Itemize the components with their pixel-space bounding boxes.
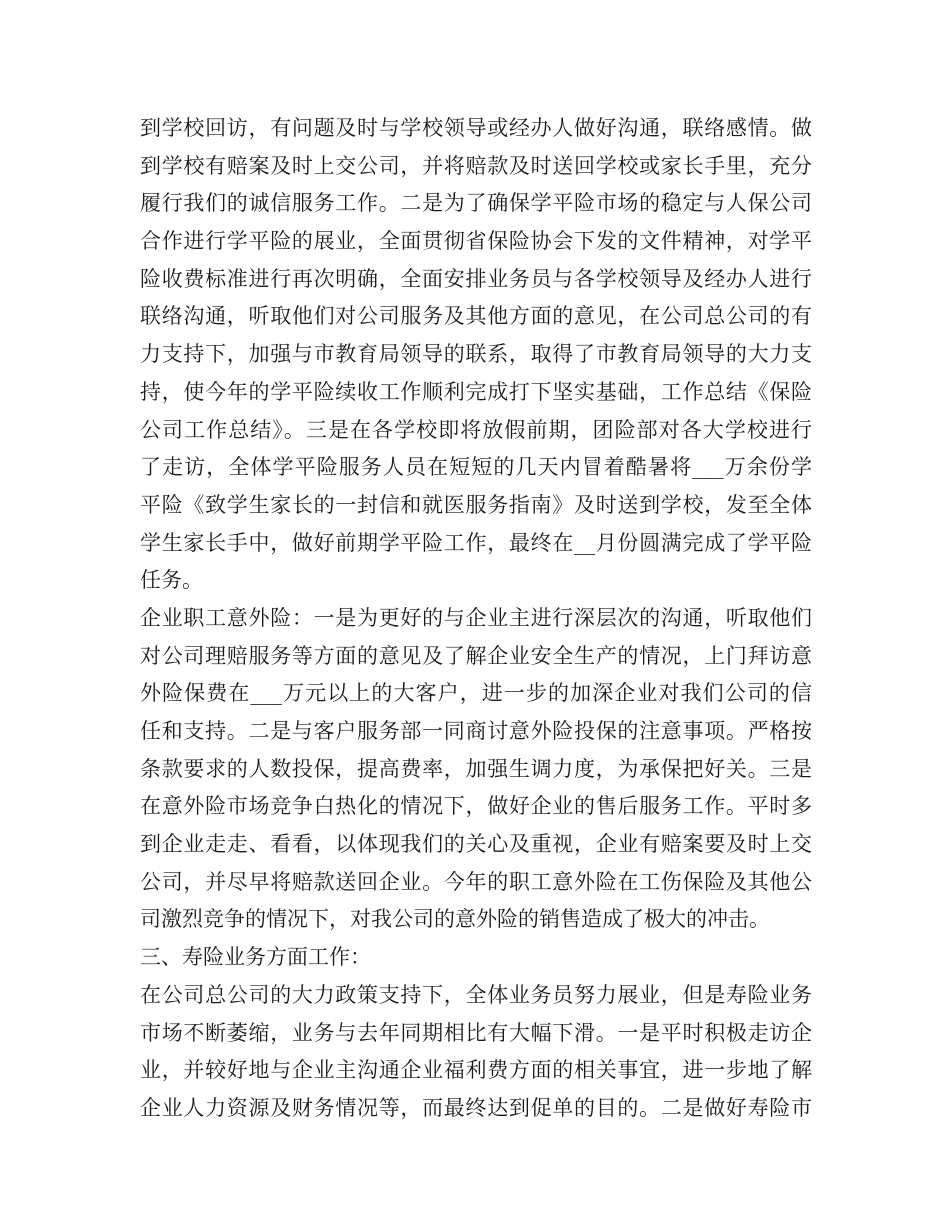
text-line: 平险《致学生家长的一封信和就医服务指南》及时送到学校，发至全体 [140,492,812,517]
text-line: 到企业走走、看看，以体现我们的关心及重视，企业有赔案要及时上交 [140,832,812,857]
text-line: 对公司理赔服务等方面的意见及了解企业安全生产的情况，上门拜访意 [140,643,812,668]
text-line: 在意外险市场竞争白热化的情况下，做好企业的售后服务工作。平时多 [140,794,812,819]
text-line: 联络沟通，听取他们对公司服务及其他方面的意见，在公司总公司的有 [140,304,812,329]
text-line: 到学校有赔案及时上交公司，并将赔款及时送回学校或家长手里，充分 [140,153,812,178]
text-line: 业，并较好地与企业主沟通企业福利费方面的相关事宜，进一步地了解 [140,1058,812,1083]
text-line: 了走访，全体学平险服务人员在短短的几天内冒着酷暑将___万余份学 [140,455,812,480]
paragraph-end-line: 司激烈竞争的情况下，对我公司的意外险的销售造成了极大的冲击。 [140,907,770,932]
text-line: 任和支持。二是与客户服务部一同商讨意外险投保的注意事项。严格按 [140,719,812,743]
text-line: 险收费标准进行再次明确，全面安排业务员与各学校领导及经办人进行 [140,266,812,291]
text-line: 公司，并尽早将赔款送回企业。今年的职工意外险在工伤保险及其他公 [140,869,812,894]
text-line: 到学校回访，有问题及时与学校领导或经办人做好沟通，联络感情。做 [140,116,812,140]
body-text [140,110,812,1128]
text-line: 在公司总公司的大力政策支持下，全体业务员努力展业，但是寿险业务 [140,982,812,1007]
paragraph-end-line: 任务。 [140,568,203,593]
text-line: 企业人力资源及财务情况等，而最终达到促单的目的。二是做好寿险市 [140,1095,812,1120]
text-line: 公司工作总结》。三是在各学校即将放假前期，团险部对各大学校进行 [140,417,812,442]
text-line: 企业职工意外险：一是为更好的与企业主进行深层次的沟通，听取他们 [140,605,812,630]
text-line: 持，使今年的学平险续收工作顺利完成打下坚实基础，工作总结《保险 [140,379,812,404]
text-line: 力支持下，加强与市教育局领导的联系，取得了市教育局领导的大力支 [140,342,812,367]
text-line: 外险保费在___万元以上的大客户，进一步的加深企业对我们公司的信 [140,681,812,706]
text-line: 条款要求的人数投保，提高费率，加强生调力度，为承保把好关。三是 [140,756,812,781]
section-heading: 三、寿险业务方面工作： [140,945,371,970]
text-line: 合作进行学平险的展业，全面贯彻省保险协会下发的文件精神，对学平 [140,229,812,254]
text-line: 履行我们的诚信服务工作。二是为了确保学平险市场的稳定与人保公司 [140,191,812,216]
text-line: 市场不断萎缩，业务与去年同期相比有大幅下滑。一是平时积极走访企 [140,1020,812,1045]
text-line: 学生家长手中，做好前期学平险工作，最终在__月份圆满完成了学平险 [140,530,812,555]
